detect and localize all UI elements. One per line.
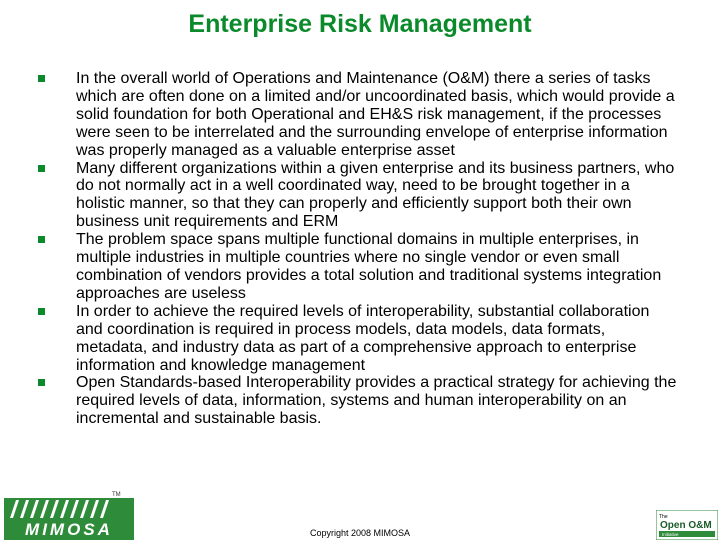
bullet-item xyxy=(38,303,678,375)
open-om-the: The xyxy=(659,514,668,520)
square-bullet-icon xyxy=(38,165,45,172)
copyright-text: Copyright 2008 MIMOSA xyxy=(309,528,411,538)
bullet-item xyxy=(38,70,678,160)
square-bullet-icon xyxy=(38,379,45,386)
square-bullet-icon xyxy=(38,308,45,315)
bullet-item xyxy=(38,160,678,232)
mimosa-logo-text: MIMOSA xyxy=(25,520,113,539)
bullet-text: Many different organizations within a given enterprise and its business partners, who do not normally act in a well coordinated way, need to be brought together in a holistic manner, so that they can properly and efficiently support both their own business unit requirements and ERM xyxy=(76,159,675,231)
open-om-logo xyxy=(656,510,718,540)
open-om-initiative: Initiative xyxy=(662,532,679,537)
bullet-text: Open Standards-based Interoperability provides a practical strategy for achieving the required levels of data, information, systems and human interoperability on an incremental and sustainable basis. xyxy=(76,374,677,428)
mimosa-logo xyxy=(2,496,136,540)
bullet-item xyxy=(38,374,678,428)
bullet-text: In order to achieve the required levels of interoperability, substantial collaboration and coordination is required in process models, data models, data formats, metadata, and industry data as part of a comprehensive approach to enterprise information and knowledge management xyxy=(76,302,650,374)
open-om-text: Open O&M xyxy=(660,520,712,531)
bullet-list xyxy=(38,70,678,428)
bullet-text: The problem space spans multiple functional domains in multiple enterprises, in multiple industries in multiple countries where no single vendor or even small combination of vendors provides a total solution and traditional systems integration approaches are useless xyxy=(76,231,662,302)
bullet-item xyxy=(38,231,678,303)
square-bullet-icon xyxy=(38,75,45,82)
bullet-text: In the overall world of Operations and Maintenance (O&M) there a series of tasks which are often done on a limited and/or uncoordinated basis, which would provide a solid foundation for both Operational and EH&S risk management, if the processes were seen to be interrelated and the surrounding envelope of enterprise information was properly managed as a valuable enterprise asset xyxy=(76,70,675,159)
slide-title: Enterprise Risk Management xyxy=(188,10,532,38)
trademark-mark: TM xyxy=(112,492,121,498)
square-bullet-icon xyxy=(38,236,45,243)
